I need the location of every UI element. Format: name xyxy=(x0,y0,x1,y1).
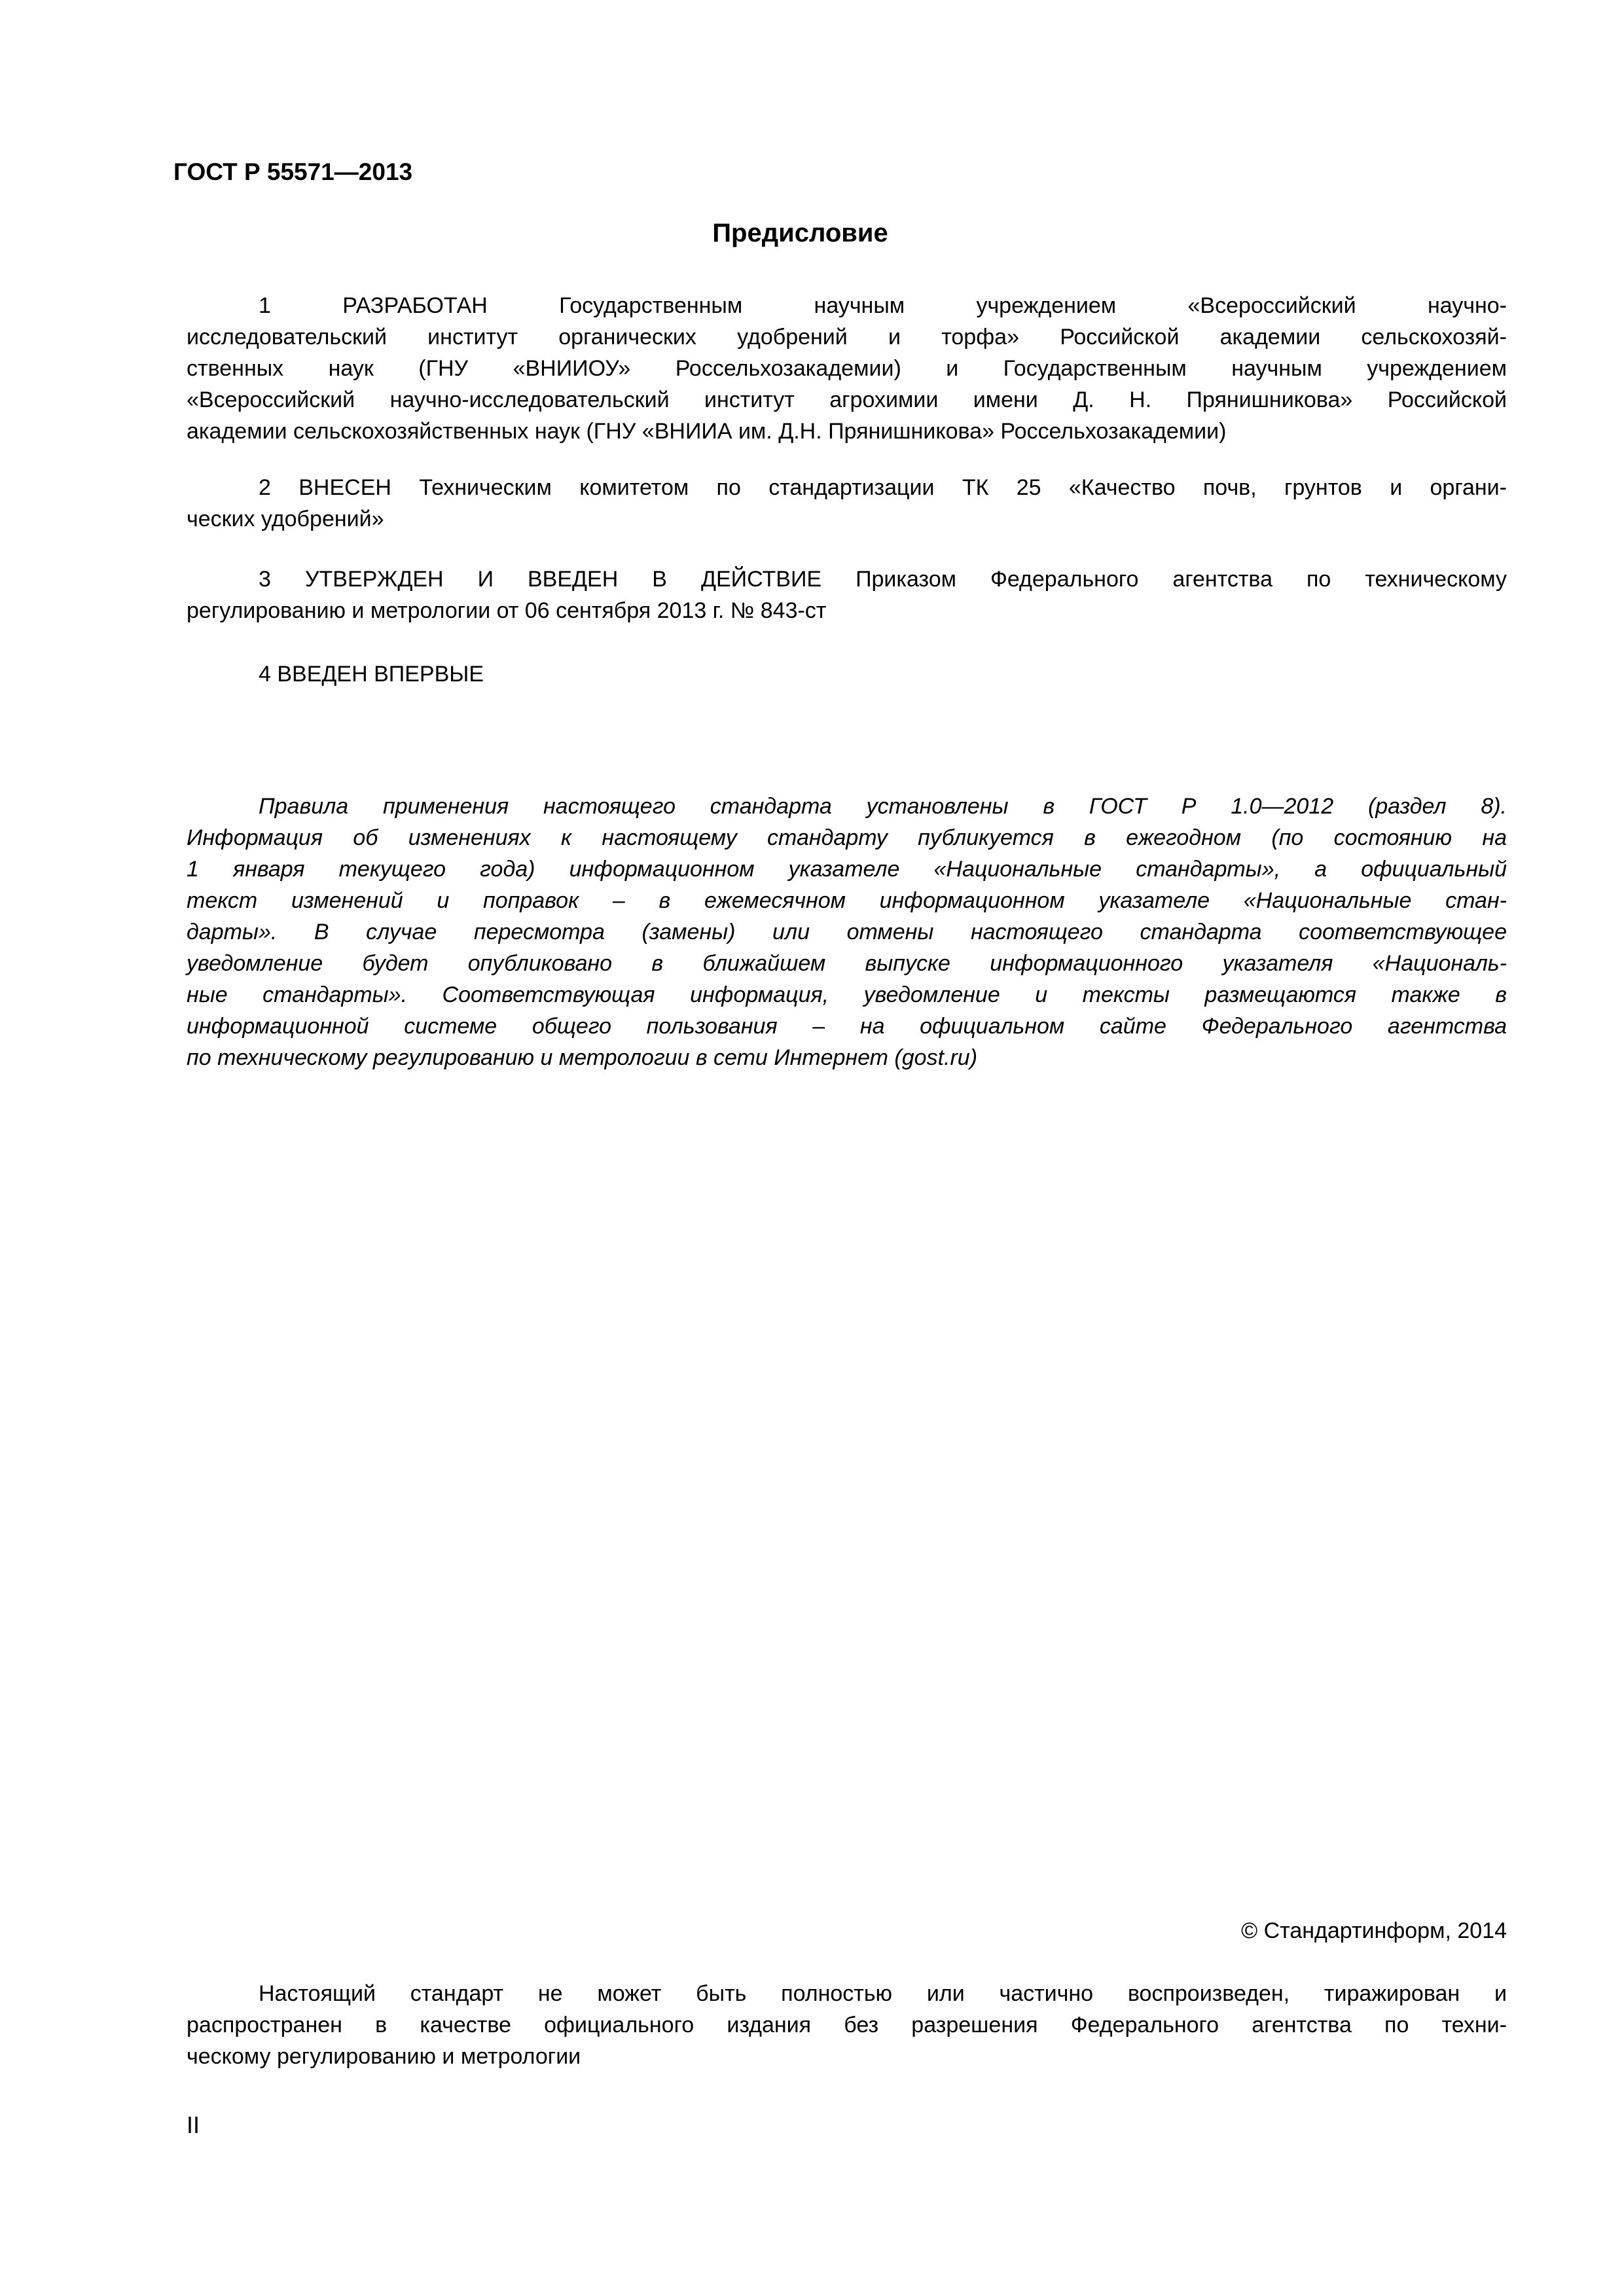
application-rules-note xyxy=(187,791,1507,1073)
clause-3-approved xyxy=(187,564,1507,626)
text-line: ческому регулированию и метрологии xyxy=(187,2044,581,2069)
page-number: II xyxy=(187,2111,200,2138)
clause-1-developed xyxy=(187,290,1507,447)
text-line: информационной системе общего пользования – на официальном сайте Федерального агентства xyxy=(187,1014,1507,1039)
page-title: Предисловие xyxy=(712,219,888,247)
copyright-line: © Стандартинформ, 2014 xyxy=(1241,1918,1507,1943)
preface-content xyxy=(187,0,1507,2296)
text-line: Правила применения настоящего стандарта установлены в ГОСТ Р 1.0—2012 (раздел 8). xyxy=(259,794,1507,819)
doc-code: ГОСТ Р 55571—2013 xyxy=(173,158,413,185)
text-line: 3 УТВЕРЖДЕН И ВВЕДЕН В ДЕЙСТВИЕ Приказом Федерального агентства по техническому xyxy=(259,567,1507,592)
text-line: распространен в качестве официального издания без разрешения Федерального агентства по техни- xyxy=(187,2013,1507,2037)
text-line: академии сельскохозяйственных наук (ГНУ «ВНИИА им. Д.Н. Прянишникова» Россельхозакадемии) xyxy=(187,419,1227,444)
text-line: 2 ВНЕСЕН Техническим комитетом по стандартизации ТК 25 «Качество почв, грунтов и органи- xyxy=(259,475,1507,500)
text-line: 1 РАЗРАБОТАН Государственным научным учреждением «Всероссийский научно- xyxy=(259,293,1507,318)
text-line: ческих удобрений» xyxy=(187,507,384,531)
text-line: ные стандарты». Соответствующая информация, уведомление и тексты размещаются также в xyxy=(187,982,1507,1007)
text-line: уведомление будет опубликовано в ближайшем выпуске информационного указателя «Националь- xyxy=(187,951,1507,976)
text-line: текст изменений и поправок – в ежемесячном информационном указателе «Национальные стан- xyxy=(187,888,1507,913)
text-line: Настоящий стандарт не может быть полностью или частично воспроизведен, тиражирован и xyxy=(259,1981,1507,2006)
text-line: ственных наук (ГНУ «ВНИИОУ» Россельхозакадемии) и Государственным научным учреждением xyxy=(187,356,1507,381)
text-line: Информация об изменениях к настоящему стандарту публикуется в ежегодном (по состоянию на xyxy=(187,825,1507,850)
text-line: по техническому регулированию и метрологии в сети Интернет (gost.ru) xyxy=(187,1045,978,1070)
text-line: исследовательский институт органических удобрений и торфа» Российской академии сельскохозяй- xyxy=(187,325,1507,350)
clause-4-first-edition xyxy=(187,658,1507,690)
text-line: 1 января текущего года) информационном указателе «Национальные стандарты», а официальный xyxy=(187,857,1507,882)
text-line: дарты». В случае пересмотра (замены) или отмены настоящего стандарта соответствующее xyxy=(187,920,1507,944)
clause-2-submitted xyxy=(187,472,1507,535)
text-line: 4 ВВЕДЕН ВПЕРВЫЕ xyxy=(259,662,484,687)
text-line: регулированию и метрологии от 06 сентября 2013 г. № 843-ст xyxy=(187,598,827,623)
reproduction-restriction-note xyxy=(187,1978,1507,2072)
text-line: «Всероссийский научно-исследовательский институт агрохимии имени Д. Н. Прянишникова» Российской xyxy=(187,387,1507,412)
